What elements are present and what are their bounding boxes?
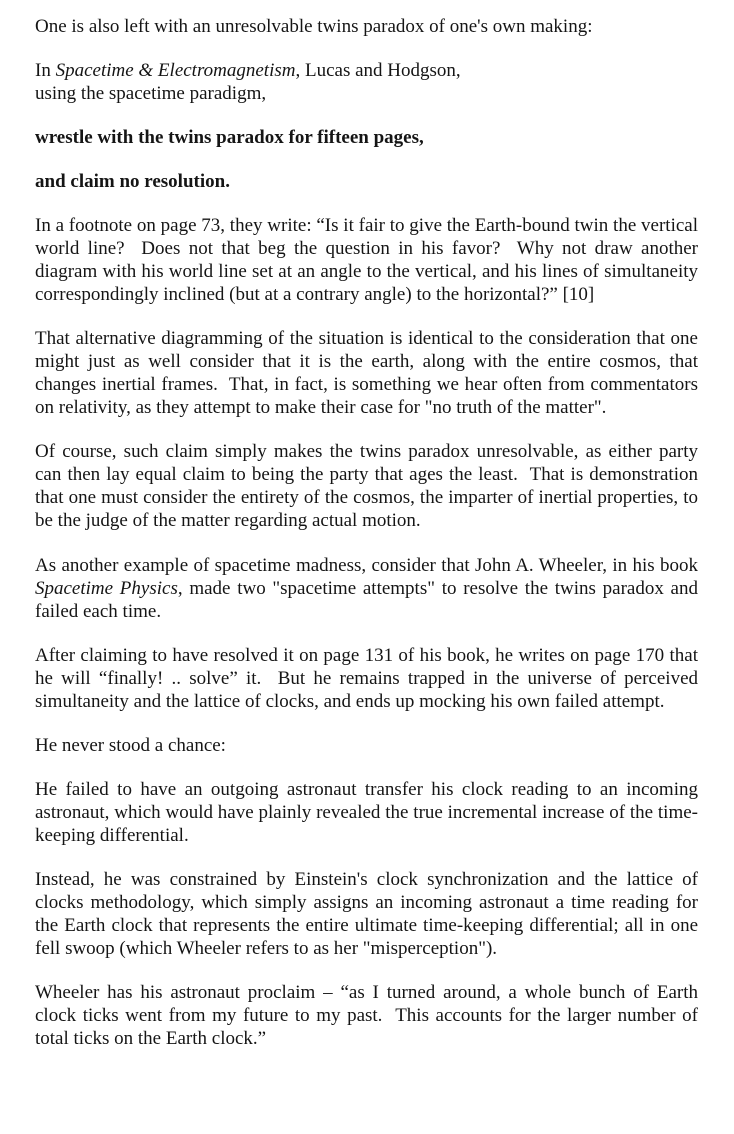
text-run: In xyxy=(35,60,56,81)
book-title-italic: Spacetime Physics xyxy=(35,578,178,599)
text-run: , Lucas and Hodgson, xyxy=(295,60,461,81)
statement-wrestle-fifteen-pages: wrestle with the twins paradox for fifteen pages, xyxy=(35,127,424,148)
paragraph-failed-transfer: He failed to have an outgoing astronaut transfer his clock reading to an incoming astronaut, which would have plainly revealed the true incremental increase of the time-keeping differential. xyxy=(35,779,698,846)
text-run: using the spacetime paradigm, xyxy=(35,83,267,104)
paragraph-astronaut-proclaim: Wheeler has his astronaut proclaim – “as I turned around, a whole bunch of Earth clock ticks went from my future to my past. This accounts for the larger number of total ticks on the Earth clock.” xyxy=(35,982,698,1049)
book-title-italic: Spacetime & Electromagnetism xyxy=(55,60,296,81)
paragraph-wheeler-example xyxy=(35,554,698,623)
paragraph-constrained-einstein: Instead, he was constrained by Einstein's clock synchronization and the lattice of clocks methodology, which simply assigns an incoming astronaut a time reading for the Earth clock that represents the entire ultimate time-keeping differential; all in one fell swoop (which Wheeler refers to as her "misperception"). xyxy=(35,869,698,959)
paragraph-book-reference xyxy=(35,59,698,105)
paragraph-after-claiming: After claiming to have resolved it on page 131 of his book, he writes on page 170 that he will “finally! .. solve” it. But he remains trapped in the universe of perceived simultaneity and the lattice of clocks, and ends up mocking his own failed attempt. xyxy=(35,645,698,712)
paragraph-alternative-diagramming: That alternative diagramming of the situation is identical to the consideration that one might just as well consider that it is the earth, along with the entire cosmos, that changes inertial frames. That, in fact, is something we hear often from commentators on relativity, as they attempt to make their case for "no truth of the matter". xyxy=(35,328,698,418)
paragraph-unresolvable-claim: Of course, such claim simply makes the twins paradox unresolvable, as either party can then lay equal claim to being the party that ages the least. That is demonstration that one must consider the entirety of the cosmos, the imparter of inertial properties, to be the judge of the matter regarding actual motion. xyxy=(35,441,698,531)
paragraph-never-stood-a-chance: He never stood a chance: xyxy=(35,735,226,756)
statement-claim-no-resolution: and claim no resolution. xyxy=(35,171,230,192)
text-run: , made two "spacetime attempts" to resolve the twins paradox and failed each time. xyxy=(35,578,698,622)
paragraph-footnote-quote: In a footnote on page 73, they write: “Is it fair to give the Earth-bound twin the vertical world line? Does not that beg the question in his favor? Why not draw another diagram with his world line set at an angle to the vertical, and his lines of simultaneity correspondingly inclined (but at a contrary angle) to the horizontal?” [10] xyxy=(35,215,698,305)
paragraph-twins-paradox-intro: One is also left with an unresolvable twins paradox of one's own making: xyxy=(35,16,593,37)
text-run: As another example of spacetime madness, consider that John A. Wheeler, in his book xyxy=(35,555,698,576)
